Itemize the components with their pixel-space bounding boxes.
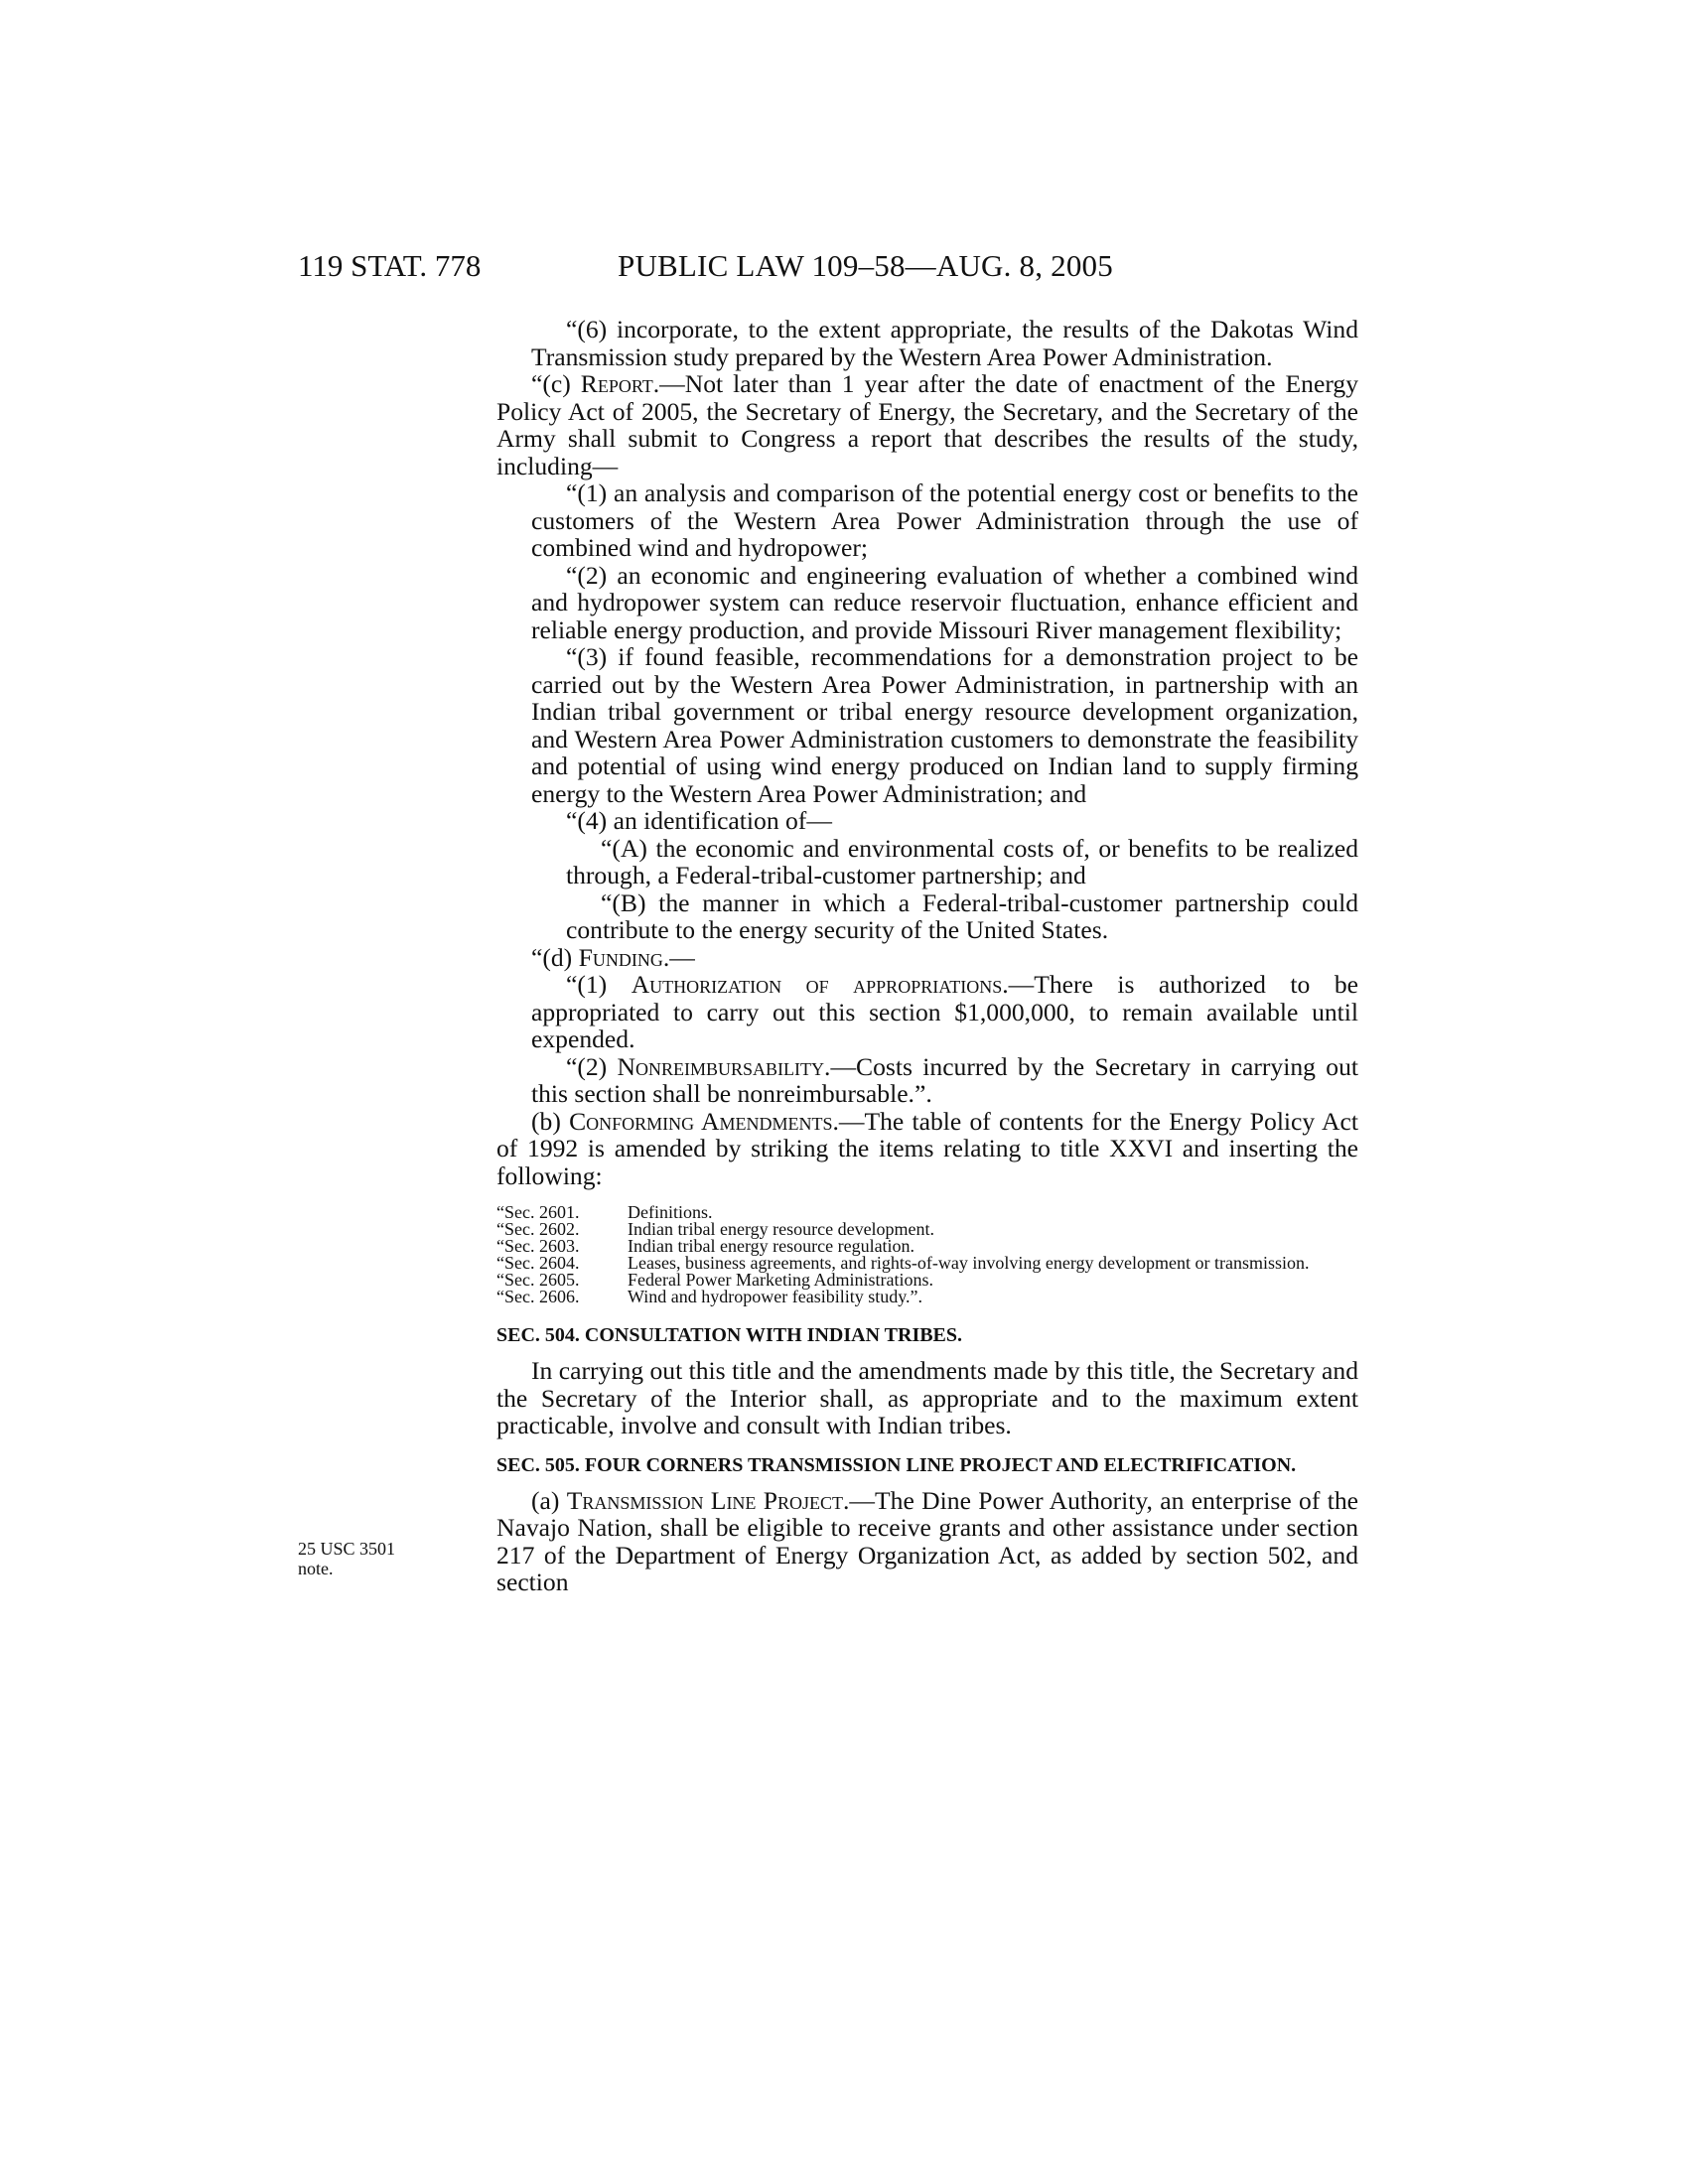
paragraph-c4a: “(A) the economic and environmental costs of, or benefits to be realized through, a Federal-tribal-customer partnership; and bbox=[566, 833, 1358, 889]
page-header bbox=[0, 248, 1688, 288]
section-504-heading: SEC. 504. CONSULTATION WITH INDIAN TRIBES. bbox=[496, 1324, 963, 1346]
heading-conforming-amendments: Conforming Amendments bbox=[569, 1106, 833, 1136]
heading-report: Report bbox=[580, 369, 653, 398]
page-body bbox=[496, 316, 1358, 1596]
table-of-contents bbox=[496, 1204, 1358, 1305]
paragraph-c2: “(2) an economic and engineering evaluation of whether a combined wind and hydropower system can reduce reservoir fluctuation, enhance efficient and reliable energy production, and provide Missouri River management flexibility; bbox=[531, 560, 1358, 644]
toc-section-number: “Sec. 2602. bbox=[496, 1219, 580, 1239]
toc-section-number: “Sec. 2601. bbox=[496, 1202, 580, 1222]
toc-row bbox=[496, 1272, 1358, 1289]
paragraph-c3: “(3) if found feasible, recommendations for a demonstration project to be carried out by the Western Area Power Administration, in partnership with an Indian tribal government or tribal energy resource development organization, and Western Area Power Administration customers to demonstrate the feasibility and potential of using wind energy produced on Indian land to supply firming energy to the Western Area Power Administration; and bbox=[531, 642, 1358, 808]
paragraph-d-funding: “(d) Funding.— bbox=[531, 942, 695, 972]
toc-section-title: Definitions. bbox=[628, 1202, 713, 1222]
statute-page-number: 119 STAT. 778 bbox=[298, 248, 482, 283]
heading-transmission-line-project: Transmission Line Project bbox=[566, 1485, 844, 1515]
paragraph-d2: “(2) Nonreimbursability.—Costs incurred by the Secretary in carrying out this section shall be nonreimbursable.”. bbox=[531, 1051, 1358, 1108]
section-504-text: In carrying out this title and the amendments made by this title, the Secretary and the Secretary of the Interior shall, as appropriate and to the maximum extent practicable, involve and consult with Indian tribes. bbox=[496, 1356, 1358, 1439]
toc-section-number: “Sec. 2604. bbox=[496, 1253, 580, 1273]
toc-row bbox=[496, 1289, 1358, 1305]
margin-citation-line2: note. bbox=[298, 1559, 334, 1578]
heading-funding: Funding bbox=[578, 942, 663, 972]
toc-section-number: “Sec. 2606. bbox=[496, 1287, 580, 1306]
toc-section-title: Wind and hydropower feasibility study.”. bbox=[628, 1287, 923, 1306]
paragraph-c-report: “(c) Report.—Not later than 1 year after the date of enactment of the Energy Policy Act of 2005, the Secretary of Energy, the Secretary, and the Secretary of the Army shall submit to Congress a report that describes the results of the study, including— bbox=[496, 369, 1358, 480]
section-505-heading: SEC. 505. FOUR CORNERS TRANSMISSION LINE PROJECT AND ELECTRIFICATION. bbox=[496, 1453, 1297, 1476]
margin-citation-line1: 25 USC 3501 bbox=[298, 1539, 396, 1559]
section-505-a: (a) Transmission Line Project.—The Dine Power Authority, an enterprise of the Navajo Nation, shall be eligible to receive grants and other assistance under section 217 of the Department of Energy Organization Act, as added by section 502, and section bbox=[496, 1485, 1358, 1596]
running-title: PUBLIC LAW 109–58—AUG. 8, 2005 bbox=[618, 248, 1113, 283]
toc-section-title: Indian tribal energy resource regulation. bbox=[628, 1236, 915, 1256]
toc-section-number: “Sec. 2603. bbox=[496, 1236, 580, 1256]
toc-section-number: “Sec. 2605. bbox=[496, 1270, 580, 1290]
paragraph-c4b: “(B) the manner in which a Federal-tribal-customer partnership could contribute to the energy security of the United States. bbox=[566, 887, 1358, 944]
heading-nonreimbursability: Nonreimbursability bbox=[617, 1051, 825, 1081]
paragraph-c4: “(4) an identification of— bbox=[566, 806, 832, 835]
paragraph-d1: “(1) Authorization of appropriations.—There is authorized to be appropriated to carry out this section $1,000,000, to remain available until expended. bbox=[531, 970, 1358, 1053]
margin-citation bbox=[298, 1539, 457, 1578]
paragraph-6: “(6) incorporate, to the extent appropriate, the results of the Dakotas Wind Transmission study prepared by the Western Area Power Administration. bbox=[531, 315, 1358, 371]
toc-section-title: Leases, business agreements, and rights-of-way involving energy development or transmission. bbox=[628, 1253, 1310, 1273]
heading-authorization: Authorization of appropriations bbox=[631, 970, 1003, 999]
paragraph-c1: “(1) an analysis and comparison of the potential energy cost or benefits to the customers of the Western Area Power Administration through the use of combined wind and hydropower; bbox=[531, 478, 1358, 562]
paragraph-b-conforming: (b) Conforming Amendments.—The table of contents for the Energy Policy Act of 1992 is amended by striking the items relating to title XXVI and inserting the following: bbox=[496, 1106, 1358, 1190]
toc-section-title: Federal Power Marketing Administrations. bbox=[628, 1270, 933, 1290]
toc-row bbox=[496, 1221, 1358, 1238]
toc-section-title: Indian tribal energy resource development. bbox=[628, 1219, 935, 1239]
